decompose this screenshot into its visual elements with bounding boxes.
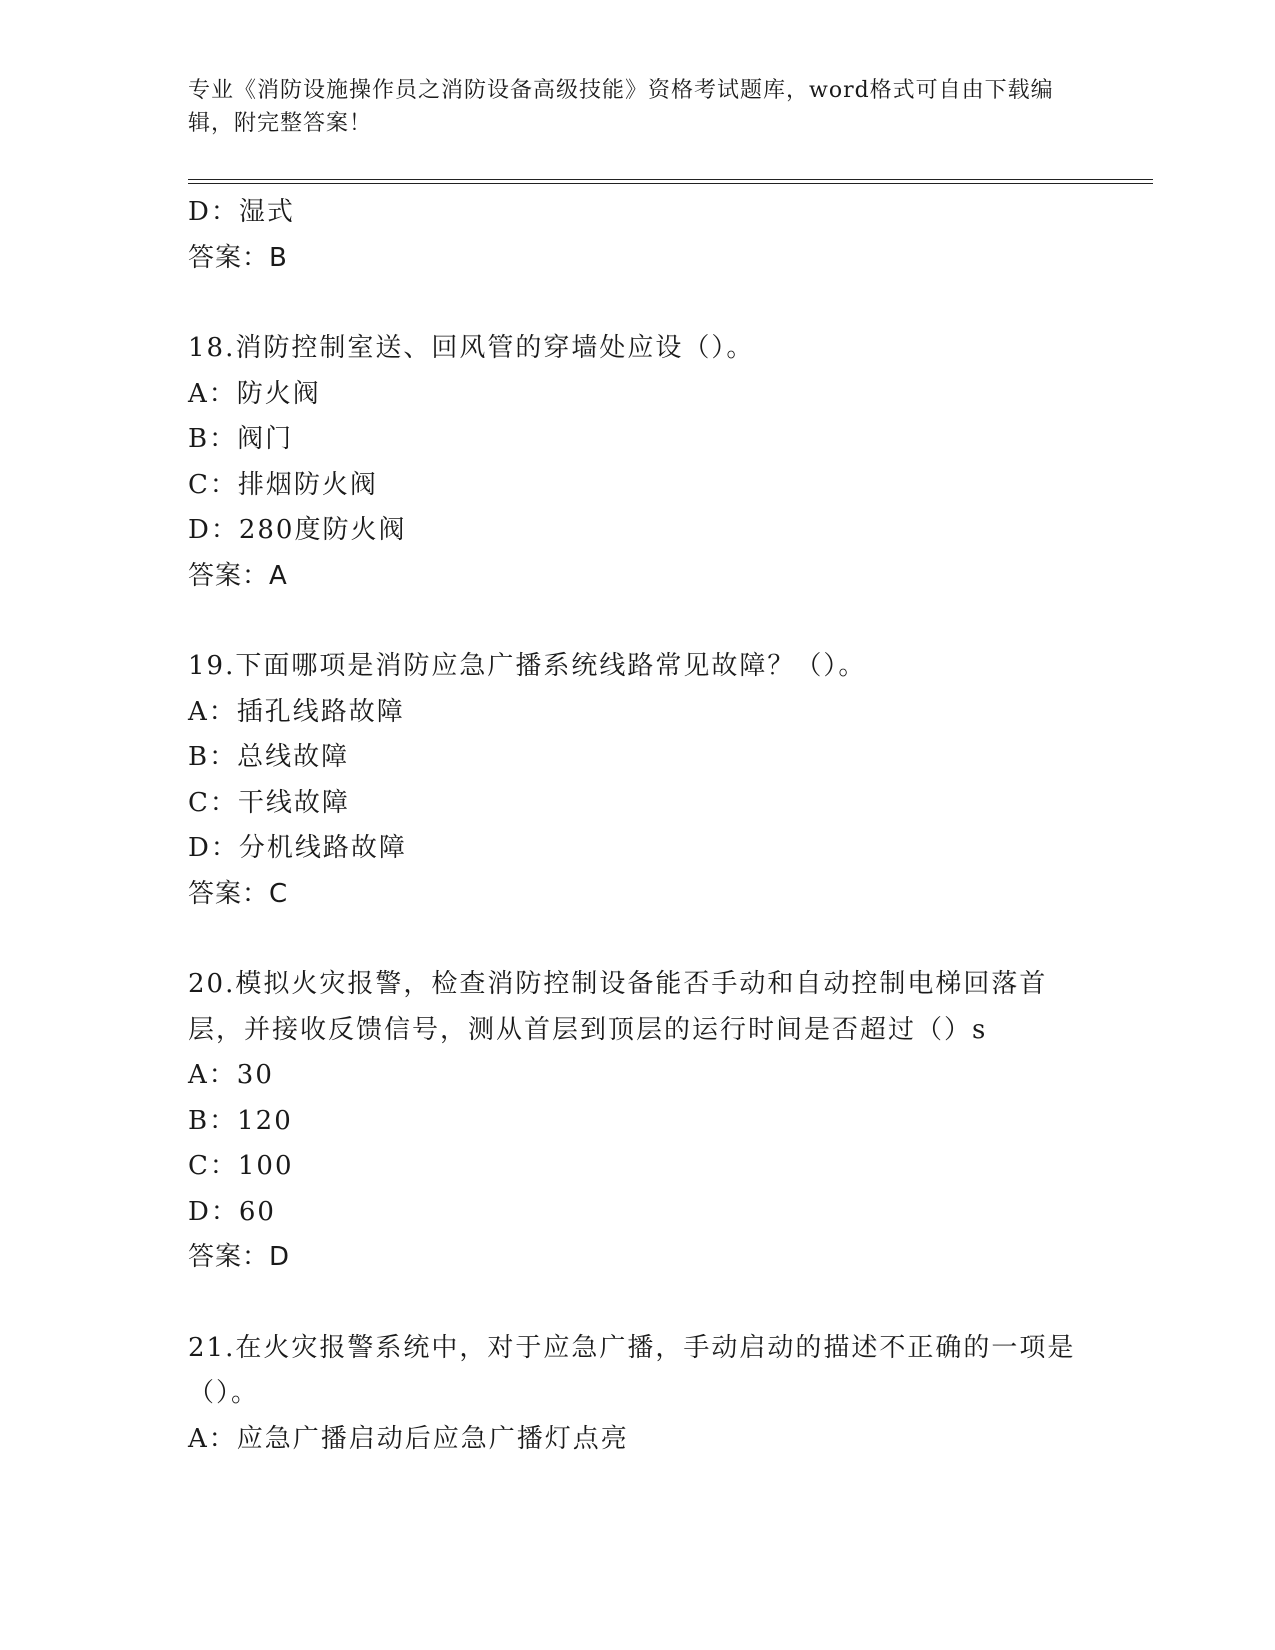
header-divider-bottom — [188, 183, 1153, 184]
option-d: D：280度防火阀 — [188, 515, 407, 545]
option-c: C：干线故障 — [188, 787, 350, 818]
answer-line: 答案：A — [188, 560, 288, 591]
question-stem: 21.在火灾报警系统中，对于应急广播，手动启动的描述不正确的一项是（）。 — [188, 1332, 1076, 1408]
option-b: B：120 — [188, 1105, 293, 1136]
spacer — [188, 1281, 1088, 1326]
spacer — [188, 599, 1088, 644]
option-b: B：总线故障 — [188, 742, 350, 772]
question-list — [188, 190, 1088, 1462]
header-text: 专业《消防设施操作员之消防设备高级技能》资格考试题库，word格式可自由下载编辑，附完整答案！ — [188, 78, 1054, 136]
header-divider-top — [188, 179, 1153, 180]
spacer — [188, 281, 1088, 326]
option-c: C：排烟防火阀 — [188, 469, 378, 500]
question-18 — [188, 326, 1088, 599]
answer-line: 答案：C — [188, 878, 289, 909]
option-c: C：100 — [188, 1151, 294, 1181]
option-b: B：阀门 — [188, 424, 294, 454]
option-d: D：60 — [188, 1196, 276, 1227]
option-a: A：防火阀 — [188, 378, 321, 409]
option-d: D：分机线路故障 — [188, 833, 407, 863]
option-d: D：湿式 — [188, 197, 295, 227]
question-stem: 20.模拟火灾报警，检查消防控制设备能否手动和自动控制电梯回落首层，并接收反馈信号，测从首层到顶层的运行时间是否超过（）s — [188, 969, 1048, 1045]
option-a: A：应急广播启动后应急广播灯点亮 — [188, 1423, 629, 1454]
answer-line: 答案：B — [188, 242, 288, 273]
previous-question-tail — [188, 190, 1088, 281]
question-stem: 19.下面哪项是消防应急广播系统线路常见故障？（）。 — [188, 651, 867, 681]
option-a: A：插孔线路故障 — [188, 696, 405, 727]
question-21 — [188, 1326, 1088, 1463]
question-stem: 18.消防控制室送、回风管的穿墙处应设（）。 — [188, 333, 755, 363]
answer-line: 答案：D — [188, 1242, 291, 1272]
option-a: A：30 — [188, 1060, 274, 1090]
question-20 — [188, 962, 1088, 1281]
spacer — [188, 917, 1088, 962]
document-header — [188, 74, 1068, 140]
question-19 — [188, 644, 1088, 917]
